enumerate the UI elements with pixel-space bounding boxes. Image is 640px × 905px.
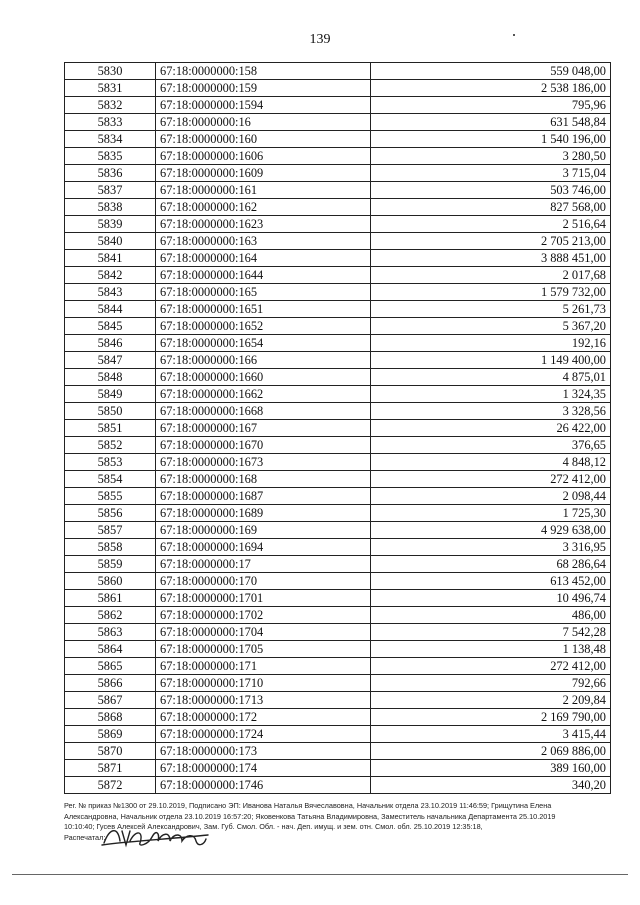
cadastral-value: 10 496,74	[371, 590, 611, 607]
cadastral-number: 67:18:0000000:1668	[156, 403, 371, 420]
cadastral-value: 1 725,30	[371, 505, 611, 522]
row-number: 5830	[65, 63, 156, 80]
row-number: 5868	[65, 709, 156, 726]
cadastral-number: 67:18:0000000:16	[156, 114, 371, 131]
table-row	[65, 641, 611, 658]
table-row	[65, 556, 611, 573]
cadastral-value: 389 160,00	[371, 760, 611, 777]
row-number: 5846	[65, 335, 156, 352]
cadastral-value-table	[64, 62, 611, 794]
table-row	[65, 284, 611, 301]
cadastral-value: 792,66	[371, 675, 611, 692]
page-number: 139	[309, 32, 331, 47]
cadastral-number: 67:18:0000000:165	[156, 284, 371, 301]
cadastral-value: 1 579 732,00	[371, 284, 611, 301]
cadastral-number: 67:18:0000000:1689	[156, 505, 371, 522]
cadastral-value: 4 875,01	[371, 369, 611, 386]
table-row	[65, 760, 611, 777]
cadastral-value: 7 542,28	[371, 624, 611, 641]
row-number: 5842	[65, 267, 156, 284]
table-row	[65, 165, 611, 182]
table-row	[65, 114, 611, 131]
row-number: 5859	[65, 556, 156, 573]
cadastral-value: 613 452,00	[371, 573, 611, 590]
cadastral-number: 67:18:0000000:1705	[156, 641, 371, 658]
row-number: 5857	[65, 522, 156, 539]
cadastral-value: 3 888 451,00	[371, 250, 611, 267]
table-row	[65, 505, 611, 522]
row-number: 5833	[65, 114, 156, 131]
table-row	[65, 488, 611, 505]
row-number: 5848	[65, 369, 156, 386]
table-row	[65, 590, 611, 607]
cadastral-value: 272 412,00	[371, 471, 611, 488]
cadastral-number: 67:18:0000000:1652	[156, 318, 371, 335]
cadastral-value: 4 929 638,00	[371, 522, 611, 539]
cadastral-number: 67:18:0000000:170	[156, 573, 371, 590]
cadastral-value: 340,20	[371, 777, 611, 794]
cadastral-value: 3 280,50	[371, 148, 611, 165]
row-number: 5866	[65, 675, 156, 692]
cadastral-value: 1 540 196,00	[371, 131, 611, 148]
row-number: 5872	[65, 777, 156, 794]
table-row	[65, 199, 611, 216]
row-number: 5841	[65, 250, 156, 267]
table-row	[65, 539, 611, 556]
cadastral-value: 559 048,00	[371, 63, 611, 80]
row-number: 5839	[65, 216, 156, 233]
printed-by-row: Распечатал:	[64, 833, 604, 844]
cadastral-value: 3 328,56	[371, 403, 611, 420]
table-row	[65, 369, 611, 386]
row-number: 5858	[65, 539, 156, 556]
cadastral-number: 67:18:0000000:1701	[156, 590, 371, 607]
cadastral-number: 67:18:0000000:158	[156, 63, 371, 80]
cadastral-number: 67:18:0000000:1673	[156, 454, 371, 471]
table-row	[65, 301, 611, 318]
table-row	[65, 233, 611, 250]
cadastral-number: 67:18:0000000:167	[156, 420, 371, 437]
cadastral-value: 795,96	[371, 97, 611, 114]
cadastral-number: 67:18:0000000:1651	[156, 301, 371, 318]
row-number: 5849	[65, 386, 156, 403]
row-number: 5863	[65, 624, 156, 641]
cadastral-value: 2 017,68	[371, 267, 611, 284]
footer-line-2: Александровна, Начальник отдела 23.10.2019 16:57:20; Яковенкова Татьяна Владимировна, Заместитель начальника Департамента 25.10.2019	[64, 811, 556, 821]
cadastral-number: 67:18:0000000:173	[156, 743, 371, 760]
table-row	[65, 97, 611, 114]
cadastral-number: 67:18:0000000:1713	[156, 692, 371, 709]
table-row	[65, 148, 611, 165]
table-row	[65, 522, 611, 539]
row-number: 5850	[65, 403, 156, 420]
row-number: 5843	[65, 284, 156, 301]
cadastral-number: 67:18:0000000:1702	[156, 607, 371, 624]
row-number: 5831	[65, 80, 156, 97]
table-row	[65, 80, 611, 97]
cadastral-number: 67:18:0000000:166	[156, 352, 371, 369]
table-row	[65, 352, 611, 369]
cadastral-number: 67:18:0000000:1746	[156, 777, 371, 794]
table-row	[65, 420, 611, 437]
cadastral-number: 67:18:0000000:172	[156, 709, 371, 726]
cadastral-number: 67:18:0000000:1609	[156, 165, 371, 182]
cadastral-value: 5 367,20	[371, 318, 611, 335]
table-row	[65, 318, 611, 335]
footer-line-3: 10:10:40; Гусев Алексей Александрович, Зам. Губ. Смол. Обл. - нач. Деп. имущ. и зем. отн. Смол. обл. 25.10.2019 12:35:18,	[64, 822, 483, 831]
printed-by-label: Распечатал	[64, 832, 104, 842]
row-number: 5847	[65, 352, 156, 369]
row-number: 5836	[65, 165, 156, 182]
cadastral-value: 2 209,84	[371, 692, 611, 709]
cadastral-number: 67:18:0000000:17	[156, 556, 371, 573]
row-number: 5840	[65, 233, 156, 250]
cadastral-number: 67:18:0000000:168	[156, 471, 371, 488]
cadastral-number: 67:18:0000000:1660	[156, 369, 371, 386]
cadastral-value: 1 149 400,00	[371, 352, 611, 369]
cadastral-number: 67:18:0000000:171	[156, 658, 371, 675]
table-row	[65, 692, 611, 709]
cadastral-number: 67:18:0000000:159	[156, 80, 371, 97]
cadastral-value: 1 324,35	[371, 386, 611, 403]
row-number: 5856	[65, 505, 156, 522]
table-row	[65, 182, 611, 199]
row-number: 5854	[65, 471, 156, 488]
table-row	[65, 386, 611, 403]
row-number: 5853	[65, 454, 156, 471]
footer-line-1: Рег. № приказ №1300 от 29.10.2019, Подписано ЭП: Иванова Наталья Вячеславовна, Начальник отдела 23.10.2019 11:46:59; Грищутина Елена	[64, 801, 552, 810]
cadastral-value: 68 286,64	[371, 556, 611, 573]
cadastral-value: 486,00	[371, 607, 611, 624]
cadastral-number: 67:18:0000000:1687	[156, 488, 371, 505]
cadastral-value: 376,65	[371, 437, 611, 454]
row-number: 5852	[65, 437, 156, 454]
row-number: 5860	[65, 573, 156, 590]
table-row	[65, 709, 611, 726]
cadastral-value: 503 746,00	[371, 182, 611, 199]
table-row	[65, 658, 611, 675]
cadastral-value: 3 415,44	[371, 726, 611, 743]
cadastral-value: 3 715,04	[371, 165, 611, 182]
row-number: 5871	[65, 760, 156, 777]
table-row	[65, 216, 611, 233]
cadastral-number: 67:18:0000000:1606	[156, 148, 371, 165]
table-row	[65, 250, 611, 267]
cadastral-value: 827 568,00	[371, 199, 611, 216]
cadastral-value: 5 261,73	[371, 301, 611, 318]
cadastral-number: 67:18:0000000:1724	[156, 726, 371, 743]
cadastral-value: 631 548,84	[371, 114, 611, 131]
cadastral-number: 67:18:0000000:162	[156, 199, 371, 216]
row-number: 5867	[65, 692, 156, 709]
cadastral-value: 2 069 886,00	[371, 743, 611, 760]
row-number: 5855	[65, 488, 156, 505]
signature-footer	[64, 801, 604, 843]
table-row	[65, 675, 611, 692]
row-number: 5864	[65, 641, 156, 658]
table-body	[65, 63, 611, 794]
cadastral-value: 2 098,44	[371, 488, 611, 505]
cadastral-number: 67:18:0000000:1694	[156, 539, 371, 556]
row-number: 5844	[65, 301, 156, 318]
cadastral-value: 26 422,00	[371, 420, 611, 437]
cadastral-number: 67:18:0000000:169	[156, 522, 371, 539]
table-row	[65, 403, 611, 420]
cadastral-value: 272 412,00	[371, 658, 611, 675]
cadastral-value: 2 516,64	[371, 216, 611, 233]
cadastral-value: 1 138,48	[371, 641, 611, 658]
table-row	[65, 335, 611, 352]
table-row	[65, 743, 611, 760]
cadastral-number: 67:18:0000000:1670	[156, 437, 371, 454]
cadastral-number: 67:18:0000000:1654	[156, 335, 371, 352]
cadastral-value: 4 848,12	[371, 454, 611, 471]
bottom-rule	[12, 874, 628, 875]
cadastral-value: 2 705 213,00	[371, 233, 611, 250]
row-number: 5870	[65, 743, 156, 760]
cadastral-number: 67:18:0000000:1623	[156, 216, 371, 233]
table-row	[65, 63, 611, 80]
row-number: 5845	[65, 318, 156, 335]
table-row	[65, 777, 611, 794]
cadastral-number: 67:18:0000000:161	[156, 182, 371, 199]
cadastral-number: 67:18:0000000:1594	[156, 97, 371, 114]
cadastral-number: 67:18:0000000:1644	[156, 267, 371, 284]
table-row	[65, 624, 611, 641]
row-number: 5851	[65, 420, 156, 437]
handwritten-signature	[100, 823, 210, 851]
row-number: 5835	[65, 148, 156, 165]
table-row	[65, 131, 611, 148]
table-row	[65, 454, 611, 471]
scan-speck	[513, 34, 515, 36]
cadastral-number: 67:18:0000000:163	[156, 233, 371, 250]
table-row	[65, 726, 611, 743]
row-number: 5832	[65, 97, 156, 114]
cadastral-number: 67:18:0000000:1710	[156, 675, 371, 692]
table-row	[65, 267, 611, 284]
cadastral-number: 67:18:0000000:164	[156, 250, 371, 267]
row-number: 5869	[65, 726, 156, 743]
row-number: 5838	[65, 199, 156, 216]
row-number: 5837	[65, 182, 156, 199]
cadastral-value: 2 538 186,00	[371, 80, 611, 97]
table-row	[65, 607, 611, 624]
cadastral-number: 67:18:0000000:1704	[156, 624, 371, 641]
table-row	[65, 573, 611, 590]
cadastral-number: 67:18:0000000:160	[156, 131, 371, 148]
cadastral-value: 3 316,95	[371, 539, 611, 556]
cadastral-value: 192,16	[371, 335, 611, 352]
row-number: 5834	[65, 131, 156, 148]
cadastral-number: 67:18:0000000:174	[156, 760, 371, 777]
table-row	[65, 437, 611, 454]
row-number: 5862	[65, 607, 156, 624]
row-number: 5861	[65, 590, 156, 607]
cadastral-value: 2 169 790,00	[371, 709, 611, 726]
cadastral-number: 67:18:0000000:1662	[156, 386, 371, 403]
table-row	[65, 471, 611, 488]
row-number: 5865	[65, 658, 156, 675]
